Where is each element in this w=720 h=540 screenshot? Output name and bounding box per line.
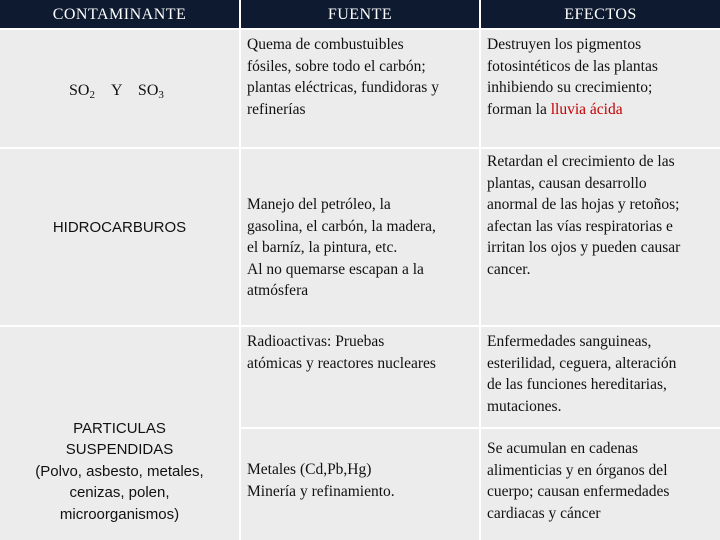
metales-efectos-line: alimenticias y en órganos del: [487, 461, 668, 479]
particulas-line: cenizas, polen,: [69, 484, 170, 502]
row-metales-efectos: [481, 429, 720, 540]
row-sox-fuente: [241, 30, 479, 147]
header-contaminante-label: CONTAMINANTE: [52, 6, 187, 23]
hidrocarburos-efectos-line: irritan los ojos y pueden causar: [487, 239, 681, 257]
radio-efectos-line: Enfermedades sanguineas,: [487, 333, 652, 350]
particulas-line: SUSPENDIDAS: [65, 441, 174, 459]
metales-fuente-line: Minería y refinamiento.: [247, 482, 395, 500]
metales-efectos-line: cardiacas y cáncer: [487, 504, 601, 522]
sox-efectos-line: inhibiendo su crecimiento;: [487, 79, 653, 97]
sox-efectos-line: fotosintéticos de las plantas: [487, 57, 658, 75]
radio-efectos-line: mutaciones.: [487, 397, 562, 415]
row-radio-efectos: [481, 327, 720, 427]
particulas-line: microorganismos): [59, 505, 180, 523]
hidrocarburos-efectos-line: anormal de las hojas y retoños;: [487, 196, 680, 214]
particulas-line: (Polvo, asbesto, metales,: [35, 462, 204, 480]
row-metales-fuente: [241, 429, 479, 540]
metales-fuente-line: Metales (Cd,Pb,Hg): [247, 461, 372, 478]
hidrocarburos-fuente-line: Manejo del petróleo, la: [247, 196, 391, 213]
sox-fuente-line: Quema de combustuibles: [247, 36, 404, 53]
sox-efectos-last-line: forman la lluvia ácida: [487, 100, 623, 118]
sox-fuente-line: refinerías: [247, 100, 306, 118]
sox-fuente-line: fósiles, sobre todo el carbón;: [247, 57, 426, 75]
particulas-line: PARTICULAS: [73, 420, 166, 437]
sox-formula: $SO_2$ Y $SO_3$: [69, 82, 164, 101]
hidrocarburos-efectos-line: plantas, causan desarrollo: [487, 174, 647, 192]
hidrocarburos-label: HIDROCARBUROS: [52, 219, 187, 236]
row-radio-fuente: [241, 327, 479, 427]
row-hidrocarburos-fuente: [241, 149, 479, 325]
row-sox-contaminante: [0, 30, 239, 147]
hidrocarburos-fuente-line: atmósfera: [247, 282, 309, 300]
metales-efectos-line: Se acumulan en cadenas: [487, 440, 639, 457]
row-sox-efectos: [481, 30, 720, 147]
lluvia-acida-highlight: lluvia ácida: [550, 100, 623, 118]
hidrocarburos-fuente-line: Al no quemarse escapan a la: [247, 260, 424, 278]
header-fuente-label: FUENTE: [327, 6, 393, 23]
hidrocarburos-efectos-line: Retardan el crecimiento de las: [487, 153, 675, 170]
hidrocarburos-fuente-line: el barníz, la pintura, etc.: [247, 239, 398, 257]
header-fuente: [241, 0, 479, 28]
row-hidrocarburos-efectos: [481, 149, 720, 325]
hidrocarburos-efectos-line: afectan las vías respiratorias e: [487, 217, 673, 235]
header-contaminante: [0, 0, 239, 28]
sox-efectos-line: Destruyen los pigmentos: [487, 36, 642, 53]
radio-fuente-line: Radioactivas: Pruebas: [247, 333, 385, 350]
metales-efectos-line: cuerpo; causan enfermedades: [487, 483, 670, 501]
row-particulas-contaminante: [0, 327, 239, 540]
radio-fuente-line: atómicas y reactores nucleares: [247, 354, 436, 372]
hidrocarburos-fuente-line: gasolina, el carbón, la madera,: [247, 217, 436, 235]
header-efectos-label: EFECTOS: [564, 6, 637, 23]
sox-fuente-line: plantas eléctricas, fundidoras y: [247, 79, 439, 97]
radio-efectos-line: esterilidad, ceguera, alteración: [487, 354, 677, 372]
radio-efectos-line: de las funciones hereditarias,: [487, 376, 667, 394]
row-hidrocarburos-contaminante: [0, 149, 239, 325]
hidrocarburos-efectos-line: cancer.: [487, 260, 531, 278]
header-efectos: [481, 0, 720, 28]
